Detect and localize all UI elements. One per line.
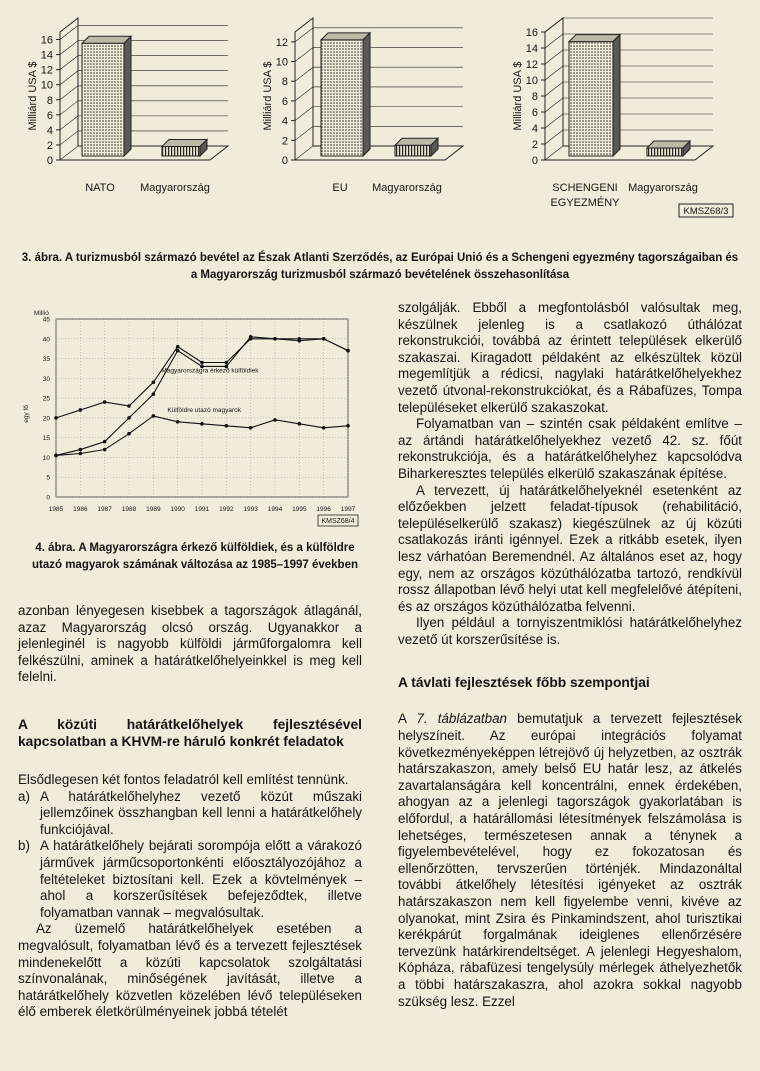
- x-category-label: Magyarország: [628, 182, 698, 194]
- fig3-caption: 3. ábra. A turizmusból származó bevétel az Észak Atlanti Szerződés, az Európai Unió és a Schengeni egyezmény tagországaiban és a Magyarország turizmusból származó bevételének összehasonlítása: [21, 252, 739, 281]
- chart-wall: [60, 18, 78, 160]
- x-tick-label: 1990: [170, 506, 185, 513]
- y-tick-label: 10: [275, 56, 288, 69]
- data-point: [225, 424, 229, 428]
- x-tick-label: 1987: [97, 506, 112, 513]
- section-heading-1: A közúti határátkelőhelyek fejlesztésével kapcsolatban a KHVM-re háruló konkrét feladatok: [18, 716, 362, 749]
- grid-line: [545, 66, 563, 80]
- grid-line: [295, 107, 313, 121]
- data-point: [103, 448, 107, 452]
- bar-side: [613, 35, 620, 156]
- grid-line: [60, 86, 78, 100]
- y-tick-label: 10: [525, 75, 538, 87]
- y-tick-label: 4: [281, 115, 288, 128]
- grid-line: [545, 34, 563, 48]
- y-tick-label: 6: [46, 109, 53, 122]
- right-paragraph-4: Ilyen például a tornyiszentmiklósi határátkelőhelyhez vezető út korszerűsítése is.: [398, 615, 742, 647]
- series-label: Magyarországra érkező külföldiek: [161, 367, 259, 375]
- y-tick-label: 0: [46, 155, 53, 167]
- y-tick-label: 12: [525, 59, 538, 71]
- y-tick-label: 0: [46, 494, 50, 502]
- data-point: [176, 345, 180, 349]
- y-tick-label: 30: [42, 375, 50, 383]
- y-tick-label: 15: [42, 435, 50, 443]
- right-column: [398, 300, 742, 1010]
- y-tick-label: 40: [42, 336, 50, 344]
- y-tick-label: 35: [42, 356, 50, 364]
- task-list: [18, 789, 362, 922]
- bar-side: [363, 33, 370, 156]
- x-tick-label: 1996: [316, 506, 331, 513]
- y-tick-label: 2: [281, 135, 288, 148]
- y-tick-label: 4: [46, 124, 53, 137]
- list-item: [18, 789, 362, 839]
- grid-line: [60, 41, 78, 55]
- series-line: [56, 337, 348, 456]
- grid-line: [545, 50, 563, 64]
- fig4-chart: [18, 305, 373, 530]
- data-point: [79, 448, 83, 452]
- data-point: [200, 422, 204, 426]
- x-category-label: EU: [332, 182, 348, 194]
- data-point: [322, 426, 326, 430]
- x-category-label: NATO: [85, 182, 115, 194]
- list-item-label: b): [18, 838, 30, 854]
- y-axis-label: Milliárd USA $: [262, 61, 274, 131]
- list-item-text: A határátkelőhelyhez vezető közút műszaki jellemzőinek összhangban kell lenni a határátkelőhely funkciójával.: [40, 788, 362, 837]
- data-point: [298, 422, 302, 426]
- x-tick-label: 1993: [243, 506, 258, 513]
- right-paragraph-3: A tervezett, új határátkelőhelyeknél esetenként az előzőekben jelzett feladat-típusok (rehabilitáció, településelkerülő szakasz) kiegészülnek az új közúti csatlakozás iránti igénnyel. Ezek a ritkább esetek, ilyen lesz várhatóan Beremendnél. Az általános eset az, hogy egy, nem az országos közúthálózatba tartozó, rendkívül rossz állapotban lévő helyi utat kell megfelelővé átépíteni, és az országos közúthálózatba felvenni.: [398, 482, 742, 614]
- data-point: [298, 337, 302, 341]
- grid-line: [545, 130, 563, 144]
- bar: [321, 40, 363, 156]
- x-category-label: Magyarország: [372, 182, 442, 194]
- x-tick-label: 1991: [194, 506, 210, 513]
- fig3-charts: [0, 0, 760, 230]
- grid-line: [60, 101, 78, 115]
- y-tick-label: 12: [275, 36, 288, 49]
- right-paragraph-5-start: A: [398, 711, 417, 727]
- table-reference: 7. táblázatban: [416, 711, 507, 727]
- data-point: [127, 432, 131, 436]
- y-axis-label: Milliárd USA $: [27, 61, 39, 131]
- left-paragraph-3: Az üzemelő határátkelőhelyek esetében a megvalósult, folyamatban lévő és a tervezett fejlesztések mindenekelőtt a közúti kapcsolatok szolgáltatási színvonalának, minőségének javítását, illetve a határátkelőhely közvetlen közelében lévő településeken élő emberek életkörülményeinek jobbá tételét: [18, 921, 362, 1020]
- grid-line: [295, 126, 313, 140]
- grid-line: [545, 146, 563, 160]
- x-tick-label: 1997: [340, 506, 356, 513]
- bar-top: [569, 35, 620, 42]
- data-point: [79, 408, 83, 412]
- y-axis-label: egy fő: [23, 405, 30, 423]
- y-tick-label: 20: [42, 415, 50, 423]
- data-point: [249, 426, 253, 430]
- section-heading-2: A távlati fejlesztések főbb szempontjai: [398, 675, 650, 691]
- data-point: [152, 380, 156, 384]
- y-tick-label: 2: [531, 139, 538, 151]
- right-paragraph-1: szolgálják. Ebből a megfontolásból valósultak meg, készülnek jelenleg is a csatlakozó úthálózat rekonstrukciói, továbbá az érintett települések elkerülő szakaszai. Kiragadott példaként az elkészültek közül megemlítjük a rédicsi, nagylaki határátkelőhelyekhez vezető útvonal-rekonstrukciókat, és a Rábafüzes, Tompa településeket elkerülő szakaszokat.: [398, 300, 742, 415]
- data-point: [103, 440, 107, 444]
- grid-line: [545, 82, 563, 96]
- grid-line: [60, 71, 78, 85]
- data-point: [127, 404, 131, 408]
- y-tick-label: 14: [525, 43, 538, 55]
- y-tick-label: 0: [531, 155, 538, 167]
- x-category-label: Magyarország: [140, 182, 210, 194]
- y-tick-label: 2: [46, 139, 53, 152]
- x-category-label: SCHENGENI: [552, 182, 618, 194]
- bar-top: [321, 33, 370, 40]
- data-point: [346, 424, 350, 428]
- data-point: [54, 416, 58, 420]
- figure-code: KMSZ68/4: [321, 518, 355, 525]
- y-tick-label: 4: [531, 123, 538, 135]
- grid-line: [60, 131, 78, 145]
- data-point: [152, 414, 156, 418]
- x-category-label: EGYEZMÉNY: [550, 197, 620, 209]
- grid-line: [60, 146, 78, 160]
- y-tick-label: 16: [40, 34, 53, 47]
- grid-line: [295, 48, 313, 62]
- fig4-caption: 4. ábra. A Magyarországra érkező külföldiek, és a külföldre utazó magyarok számának változása az 1985–1997 években: [31, 542, 359, 571]
- data-point: [79, 452, 83, 456]
- y-tick-label: 8: [46, 94, 53, 107]
- x-tick-label: 1989: [146, 506, 161, 513]
- x-tick-label: 1985: [48, 506, 64, 513]
- grid-line: [545, 18, 563, 32]
- data-point: [176, 420, 180, 424]
- x-tick-label: 1992: [219, 506, 234, 513]
- grid-line: [60, 26, 78, 40]
- y-tick-label: 45: [42, 316, 50, 324]
- grid-line: [545, 114, 563, 128]
- x-tick-label: 1988: [121, 506, 137, 513]
- data-point: [346, 349, 350, 353]
- y-tick-label: 8: [531, 91, 538, 103]
- data-point: [54, 454, 58, 458]
- grid-line: [545, 98, 563, 112]
- bar-top: [82, 36, 131, 43]
- data-point: [273, 337, 277, 341]
- data-point: [322, 337, 326, 341]
- y-axis-top-label: Millió: [34, 310, 49, 317]
- bar: [82, 43, 124, 156]
- right-paragraph-2: Folyamatban van – szintén csak példaként említve – az ártándi határátkelőhelyekhez vezető 42. sz. főút rekonstrukciója, és a határátkelőhelyhez kapcsolódva Biharkeresztes település elkerülő szakaszának építése.: [398, 416, 742, 481]
- grid-line: [295, 146, 313, 160]
- y-tick-label: 6: [281, 95, 288, 108]
- y-tick-label: 10: [40, 79, 53, 92]
- left-paragraph-2: Elsődlegesen két fontos feladatról kell említést tennünk.: [18, 771, 349, 787]
- grid-line: [295, 67, 313, 81]
- list-item-label: a): [18, 788, 30, 804]
- left-paragraph-1: azonban lényegesen kisebbek a tagországok átlagánál, azaz Magyarország olcsó ország. Ugyanakkor a jelenleginél is nagyobb külföldi járműforgalomra kell felkészülni, aminek a határátkelőhelyeinkkel is meg kell felelni.: [18, 603, 362, 685]
- y-tick-label: 14: [40, 49, 53, 62]
- bar-side: [124, 36, 131, 156]
- bar: [162, 146, 200, 156]
- y-tick-label: 25: [42, 395, 50, 403]
- data-point: [273, 418, 277, 422]
- y-tick-label: 0: [281, 155, 288, 167]
- list-item: [18, 838, 362, 921]
- grid-line: [295, 87, 313, 101]
- y-tick-label: 8: [281, 76, 288, 89]
- grid-line: [60, 56, 78, 70]
- bar: [569, 42, 613, 156]
- y-tick-label: 5: [46, 474, 50, 482]
- data-point: [225, 361, 229, 365]
- right-paragraph-5-rest: bemutatjuk a tervezett fejlesztések helyszíneit. Az európai integrációs folyamat következményeképpen létrejövő új helyzetben, az osztrák határszakaszon, amely belső EU határ lesz, az átkelés zavartalanságára kell koncentrálni, ennek érdekében, ahogyan az a jelenlegi tagországok gyakorlatában is előfordul, a határállomási létesítmények felszámolása is lehetséges, természetesen annak a ténynek a figyelembevételével, hogy ez fokozatosan és ellenőrzötten, tervszerűen történjék. Mindazonáltal további átkelőhely létesítési igényeket az osztrák határszakaszon nem kell figyelembe venni, kivéve az olyanokat, mint Zsira és Pinkamindszent, ahol turisztikai kerékpárút forgalmának ideiglenes ellenőrzésére tervezünk határkirendeltséget. A jelenlegi Hegyeshalom, Kópháza, rábafüzesi tengelysúly mérlegek áthelyezhetők a többi határszakaszra, ahol azokra sokkal nagyobb szükség lesz. Ezzel: [398, 711, 742, 1009]
- data-point: [200, 361, 204, 365]
- x-tick-label: 1995: [292, 506, 307, 513]
- y-tick-label: 12: [40, 64, 53, 77]
- bar: [647, 148, 683, 156]
- y-axis-label: Milliárd USA $: [512, 61, 524, 131]
- x-tick-label: 1986: [73, 506, 88, 513]
- data-point: [127, 416, 131, 420]
- y-tick-label: 6: [531, 107, 538, 119]
- data-point: [249, 337, 253, 341]
- series-label: Külföldre utazó magyarok: [167, 406, 242, 414]
- grid-line: [60, 116, 78, 130]
- left-column: [18, 603, 362, 1021]
- bar: [395, 145, 431, 156]
- y-tick-label: 10: [42, 454, 50, 462]
- list-item-text: A határátkelőhely bejárati sorompója előtt a várakozó járművek járműcsoportonkénti előosztályozójához a feltételeket biztosítani kell. Ezek a kövtelmények – ahol a korszerűsítések befejeződtek, illetve folyamatban vannak – megvalósultak.: [40, 838, 362, 920]
- y-tick-label: 16: [525, 27, 538, 39]
- data-point: [103, 400, 107, 404]
- figure-code: KMSZ68/3: [683, 206, 729, 217]
- data-point: [152, 392, 156, 396]
- right-paragraph-5: [398, 711, 742, 1010]
- x-tick-label: 1994: [267, 506, 283, 513]
- bar-top: [162, 139, 207, 146]
